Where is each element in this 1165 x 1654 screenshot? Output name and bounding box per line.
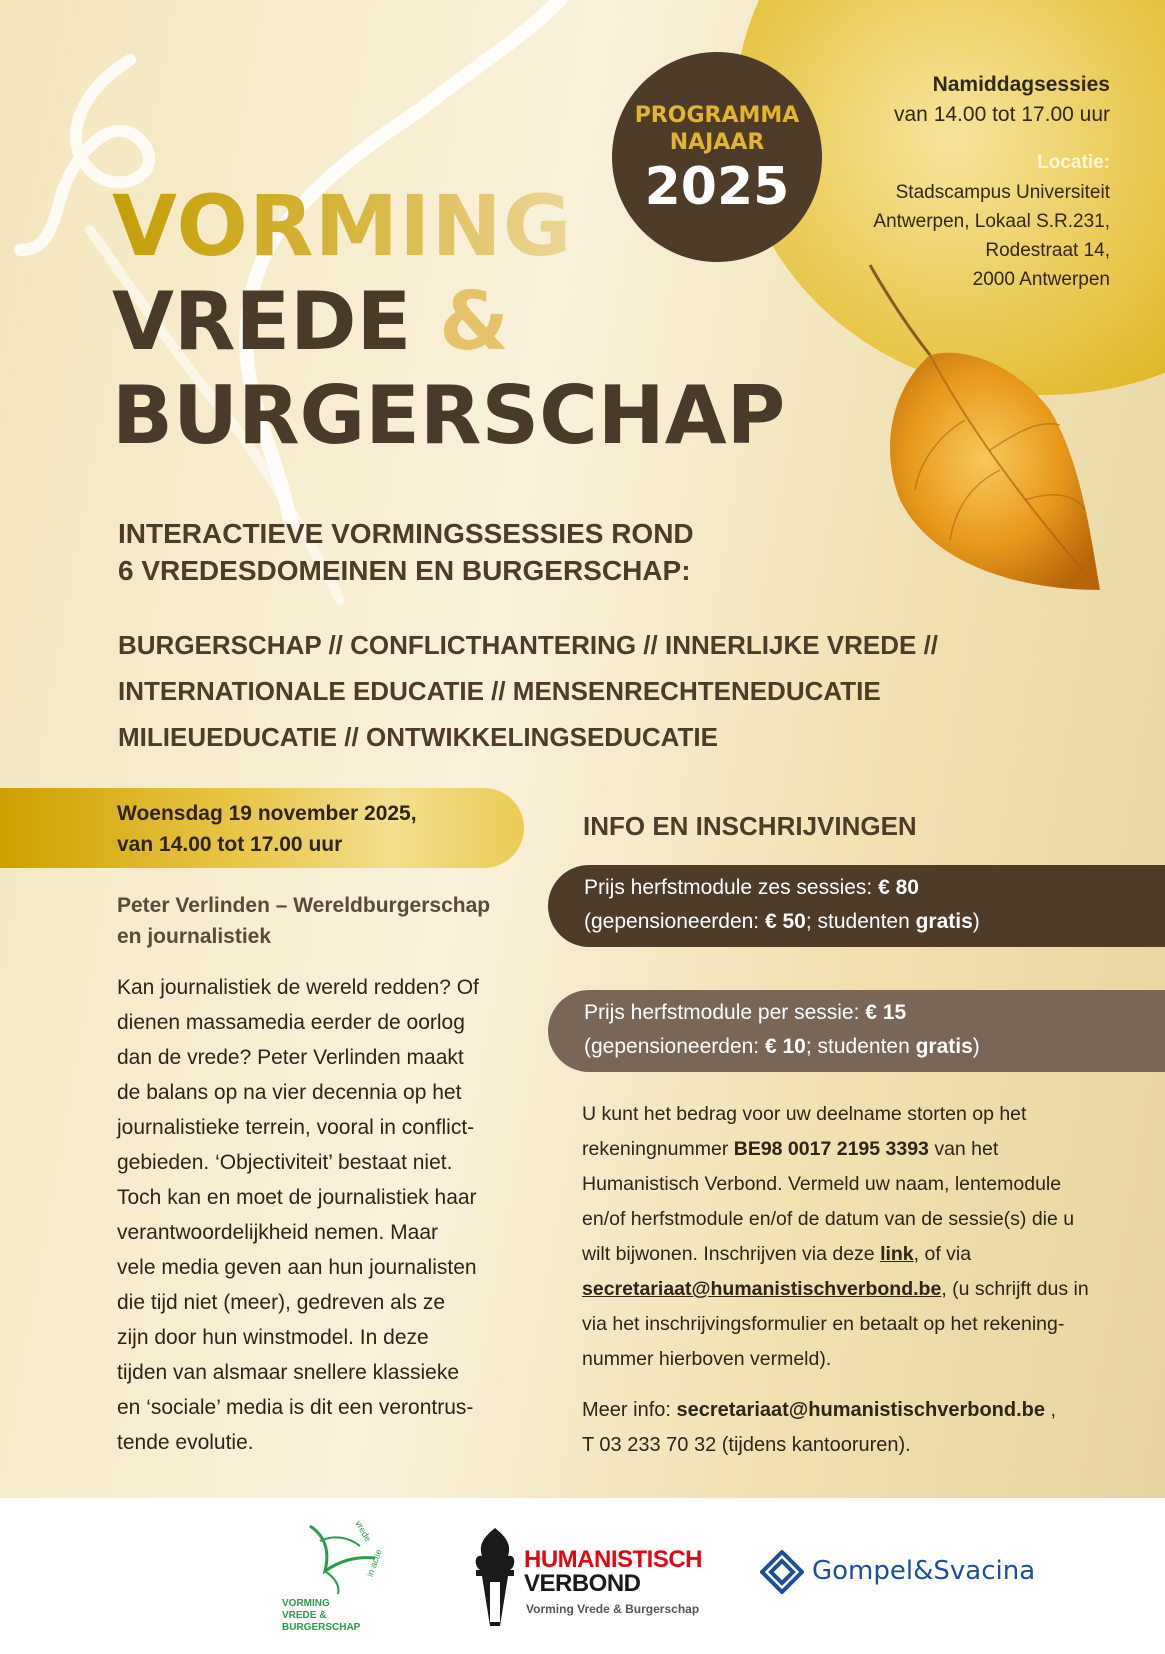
title-line-1: VORMING: [112, 177, 573, 275]
title-line-2: VREDE &: [112, 275, 509, 368]
torch-icon: [470, 1526, 520, 1631]
registration-link[interactable]: link: [880, 1243, 914, 1265]
phone-number: T 03 233 70 32 (tijdens kantooruren).: [582, 1434, 911, 1456]
humanistisch-verbond-logo: HUMANISTISCH VERBOND Vorming Vrede & Burgerschap: [470, 1526, 710, 1636]
title-line-3: BURGERSCHAP: [112, 369, 786, 462]
autumn-leaf-illustration: [860, 260, 1120, 600]
domain-line: BURGERSCHAP // CONFLICTHANTERING // INNERLIJKE VREDE //: [118, 630, 939, 660]
dove-icon: [280, 1516, 410, 1596]
badge-label: PROGRAMMA NAJAAR: [634, 103, 800, 155]
domain-line: INTERNATIONALE EDUCATIE // MENSENRECHTENEDUCATIE: [118, 676, 881, 706]
address-line: 2000 Antwerpen: [972, 269, 1110, 290]
price-per-session: Prijs herfstmodule per sessie: € 15 (gepensioneerden: € 10; studenten gratis): [548, 990, 1165, 1072]
vvb-arc-text-1: vrede: [353, 1518, 374, 1544]
domain-line: MILIEUEDUCATIE // ONTWIKKELINGSEDUCATIE: [118, 722, 718, 752]
location-label: Locatie:: [1037, 152, 1110, 173]
session-description: Kan journalistiek de wereld redden? Of dienen massamedia eerder de oorlog dan de vrede? Peter Verlinden maakt de balans op na vier decennia op het journalistieke terrein, vooral in conflict- gebieden. ‘Objectiviteit’ bestaat niet. Toch kan en moet de journalistiek haar verantwoordelijkheid nemen. Maar vele media geven aan hun journalisten die tijd niet (meer), gedreven als ze zijn door hun winstmodel. In deze tijden van alsmaar snellere klassieke en ‘sociale’ media is dit een verontrus- tende evolutie.: [117, 976, 479, 1454]
price-full-module: Prijs herfstmodule zes sessies: € 80 (gepensioneerden: € 50; studenten gratis): [548, 865, 1165, 947]
address-line: Stadscampus Universiteit: [895, 182, 1110, 203]
badge-year: 2025: [644, 157, 790, 217]
speaker-heading: Peter Verlinden – Wereldburgerschap en journalistiek: [117, 894, 491, 948]
vvb-arc-text-2: in actie: [364, 1547, 384, 1579]
session-type: Namiddagsessies: [932, 73, 1110, 96]
info-heading: INFO EN INSCHRIJVINGEN: [583, 811, 917, 841]
session-time: van 14.00 tot 17.00 uur: [117, 833, 343, 856]
iban-number: BE98 0017 2195 3393: [733, 1138, 929, 1160]
intro-heading: INTERACTIEVE VORMINGSSESSIES ROND 6 VREDESDOMEINEN EN BURGERSCHAP:: [118, 518, 694, 586]
address-line: Antwerpen, Lokaal S.R.231,: [873, 211, 1110, 232]
footer-logos: [0, 1498, 1165, 1654]
session-date: Woensdag 19 november 2025,: [117, 802, 417, 825]
address-line: Rodestraat 14,: [985, 240, 1110, 261]
email-link[interactable]: secretariaat@humanistischverbond.be: [582, 1278, 942, 1300]
session-date-banner: [0, 788, 524, 868]
more-info: Meer info: secretariaat@humanistischverbond.be , T 03 233 70 32 (tijdens kantooruren).: [582, 1393, 1056, 1463]
more-info-email[interactable]: secretariaat@humanistischverbond.be: [676, 1399, 1045, 1421]
payment-instructions: U kunt het bedrag voor uw deelname storten op het rekeningnummer BE98 0017 2195 3393 van het Humanistisch Verbond. Vermeld uw naam, lentemodule en/of herfstmodule en/of de datum van de sessie(s) die u wilt bijwonen. Inschrijven via deze link, of via secretariaat@humanistischverbond.be, (u schrijft dus in via het inschrijvingsformulier en betaalt op het rekening- nummer hierboven vermeld).: [582, 1103, 1089, 1370]
diamond-logo-icon: [760, 1550, 804, 1594]
vvb-logo: vrede in actie VORMING VREDE & BURGERSCHAP: [280, 1516, 410, 1641]
peace-domains-list: [118, 622, 938, 760]
gompel-svacina-logo: Gompel&Svacina: [760, 1548, 1030, 1598]
session-hours: van 14.00 tot 17.00 uur: [894, 103, 1110, 126]
